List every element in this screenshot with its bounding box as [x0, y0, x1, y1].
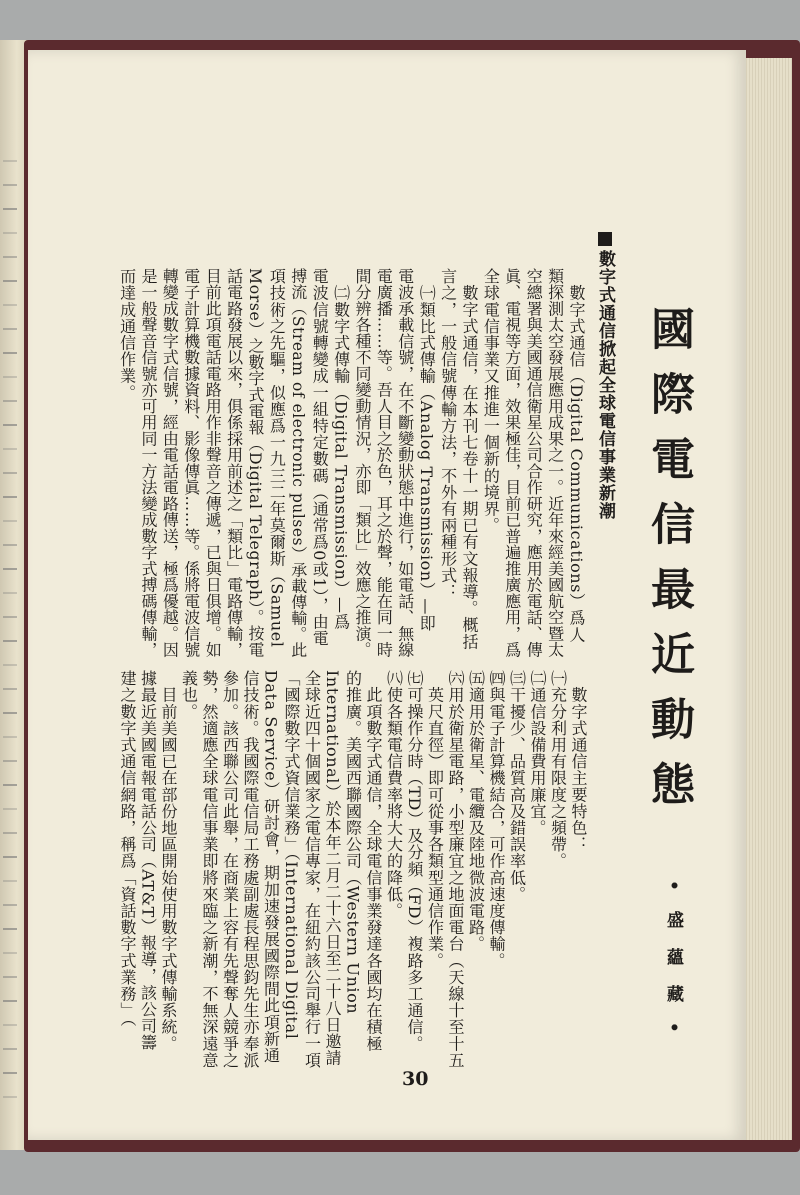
text-column-line: 義也。: [179, 670, 199, 720]
text-column-line: 英尺直徑）即可從事各類型通信作業。: [425, 670, 445, 969]
text-column-line: 目前美國已在部份地區開始使用數字式傳輸系統。: [159, 670, 178, 1052]
text-column-line: 全球近四十個國家之電信專家，在紐約該公司舉行一項: [302, 670, 322, 1069]
left-page-text-fragment: [3, 784, 17, 786]
left-page-text-fragment: [3, 472, 17, 474]
text-column-line: ㈧使各類電信費率將大大的降低。: [384, 670, 404, 919]
left-page-text-fragment: [3, 1072, 17, 1074]
text-column-line: 間分辨各種不同變動情況，亦即「類比」效應之推演。: [353, 268, 372, 658]
article-byline: •盛蘊藏•: [663, 880, 683, 1053]
left-page-text-fragment: [3, 280, 17, 282]
left-page-text-fragment: [3, 736, 17, 738]
text-column-line: 類探測太空發展應用成果之一。近年來經美國航空暨太: [545, 268, 565, 658]
left-page-text-fragment: [3, 640, 17, 642]
text-column-line: ㈢干擾少、品質高及錯誤率低。: [507, 670, 527, 903]
left-page-text-fragment: [3, 688, 17, 690]
left-page-text-fragment: [3, 1096, 17, 1098]
section-subheading: [596, 232, 613, 520]
left-page-text-fragment: [3, 568, 17, 570]
text-column-line: Morse）之數字式電報（Digital Telegraph）。按電: [246, 268, 265, 658]
text-column-line: 而達成通信作業。: [117, 268, 137, 401]
left-page-text-fragment: [3, 328, 17, 330]
left-page-text-fragment: [3, 304, 17, 306]
article-title: 國際電信最近動態: [643, 306, 694, 826]
left-page-text-fragment: [3, 592, 17, 594]
left-page-text-fragment: [3, 496, 17, 498]
left-page-text-fragment: [3, 376, 17, 378]
left-page-text-fragment: [3, 400, 17, 402]
text-column-line: Data Service）研討會，期加速發展國際間此項新通: [261, 670, 281, 1064]
left-page-text-fragment: [3, 976, 17, 978]
left-page-text-fragment: [3, 544, 17, 546]
left-page-text-fragment: [3, 760, 17, 762]
left-page-text-fragment: [3, 352, 17, 354]
text-column-line: 空總署與美國通信衛星公司合作研究，應用於電話、傳: [524, 268, 544, 658]
text-column-line: 電廣播……等。吾人目之於色，耳之於聲，能在同一時: [374, 268, 394, 658]
lower-text-block: [118, 670, 608, 1090]
left-page-text-fragment: [3, 664, 17, 666]
left-page-text-fragment: [3, 160, 17, 162]
text-column-line: 的推廣。美國西聯國際公司（Western Union: [343, 670, 363, 1015]
left-page-text-fragment: [3, 616, 17, 618]
text-column-line: ㈦可操作分時（TD）及分頻（FD）複路多工通信。: [405, 670, 424, 1052]
left-page-text-fragment: [3, 232, 17, 234]
left-page-text-fragment: [3, 424, 17, 426]
page-number: 30: [402, 1068, 429, 1090]
text-column-line: 是一般聲音信號亦可用同一方法變成數字式搏碼傳輸，: [139, 268, 158, 658]
text-column-line: ㈡數字式傳輸（Digital Transmission）—爲: [331, 268, 351, 631]
text-column-line: 轉變成數字式信號，經由電話電路傳送，極爲優越。因: [160, 268, 180, 658]
text-column-line: ㈥用於衛星電路，小型廉宜之地面電台（天線十至十五: [446, 670, 465, 1069]
left-page-text-fragment: [3, 256, 17, 258]
text-column-line: 「國際數字式資信業務」（International Digital: [282, 670, 301, 1040]
text-column-line: 建之數字式通信網路，稱爲「資話數字式業務」（: [118, 670, 137, 1028]
text-column-line: ㈠類比式傳輸（Analog Transmission）—即: [417, 268, 437, 632]
left-page-text-fragment: [3, 880, 17, 882]
left-page-text-fragment: [3, 1048, 17, 1050]
text-column-line: International）於本年二月二十六日至二十八日邀請: [323, 670, 342, 1067]
text-column-line: ㈠充分利用有限度之頻帶。: [548, 670, 568, 870]
text-column-line: 數字式通信，在本刊七卷十一期已有文報導。概括: [460, 268, 479, 650]
text-column-line: 電子計算機數據資料、影像傳眞……等。係將電波信號: [181, 268, 201, 658]
text-column-line: 勢，然適應全球電信事業即將來臨之新潮，不無深遠意: [200, 670, 219, 1069]
left-page-text-fragment: [3, 832, 17, 834]
magazine-page: [28, 50, 746, 1140]
page-stack-edge: [744, 58, 792, 1140]
left-page-text-fragment: [3, 448, 17, 450]
text-column-line: 眞、電視等方面，效果極佳，目前已普遍推廣應用，爲: [502, 268, 522, 658]
left-page-text-fragment: [3, 856, 17, 858]
square-bullet-icon: [598, 232, 612, 246]
left-page-text-fragment: [3, 1024, 17, 1026]
text-column-line: ㈡通信設備費用廉宜。: [528, 670, 547, 836]
text-column-line: 電波信號轉變成一組特定數碼（通常爲0或1），由電: [310, 268, 330, 647]
left-page-text-fragment: [3, 712, 17, 714]
left-page-text-fragment: [3, 208, 17, 210]
left-page-text-fragment: [3, 952, 17, 954]
left-page-text-fragment: [3, 184, 17, 186]
text-column-line: 數字式通信（Digital Communications）爲人: [567, 268, 586, 643]
text-column-line: 言之，一般信號傳輸方法，不外有兩種形式：: [438, 268, 458, 600]
text-column-line: 目前此項電話電路用作非聲音之傳遞，已與日俱增。如: [203, 268, 223, 658]
left-page-text-fragment: [3, 928, 17, 930]
text-column-line: 話電路發展以來，俱係採用前述之「類比」電路傳輸，: [224, 268, 244, 658]
subheading-text: 數字式通信掀起全球電信事業新潮: [595, 250, 615, 520]
text-column-line: 據最近美國電報電話公司（AT&T）報導，該公司籌: [138, 670, 158, 1051]
text-column-line: ㈤適用於衛星、電纜及陸地微波電路。: [466, 670, 486, 953]
left-page-text-fragment: [3, 520, 17, 522]
left-page-text-fragment: [3, 904, 17, 906]
text-column-line: ㈣與電子計算機結合，可作高速度傳輸。: [487, 670, 506, 969]
left-page-text-fragment: [3, 808, 17, 810]
text-column-line: 搏流（Stream of electronic pulses）承載傳輸。此: [288, 268, 308, 658]
text-column-line: 項技術之先驅，似應爲一九三二年莫爾斯（Samuel: [267, 268, 287, 648]
text-column-line: 此項數字式通信，全球電信事業發達各國均在積極: [364, 670, 383, 1052]
text-column-line: 信技術。我國際電信局工務處副處長程思鈞先生亦奉派: [241, 670, 260, 1069]
left-page-text-fragment: [3, 1000, 17, 1002]
text-column-line: 電波承載信號，在不斷變動狀態中進行，如電話、無線: [395, 268, 415, 658]
text-column-line: 數字式通信主要特色：: [569, 670, 588, 853]
text-column-line: 參加。該西聯公司此舉，在商業上容有先聲奪人競爭之: [220, 670, 240, 1069]
text-column-line: 全球電信事業又推進一個新的境界。: [481, 268, 501, 534]
